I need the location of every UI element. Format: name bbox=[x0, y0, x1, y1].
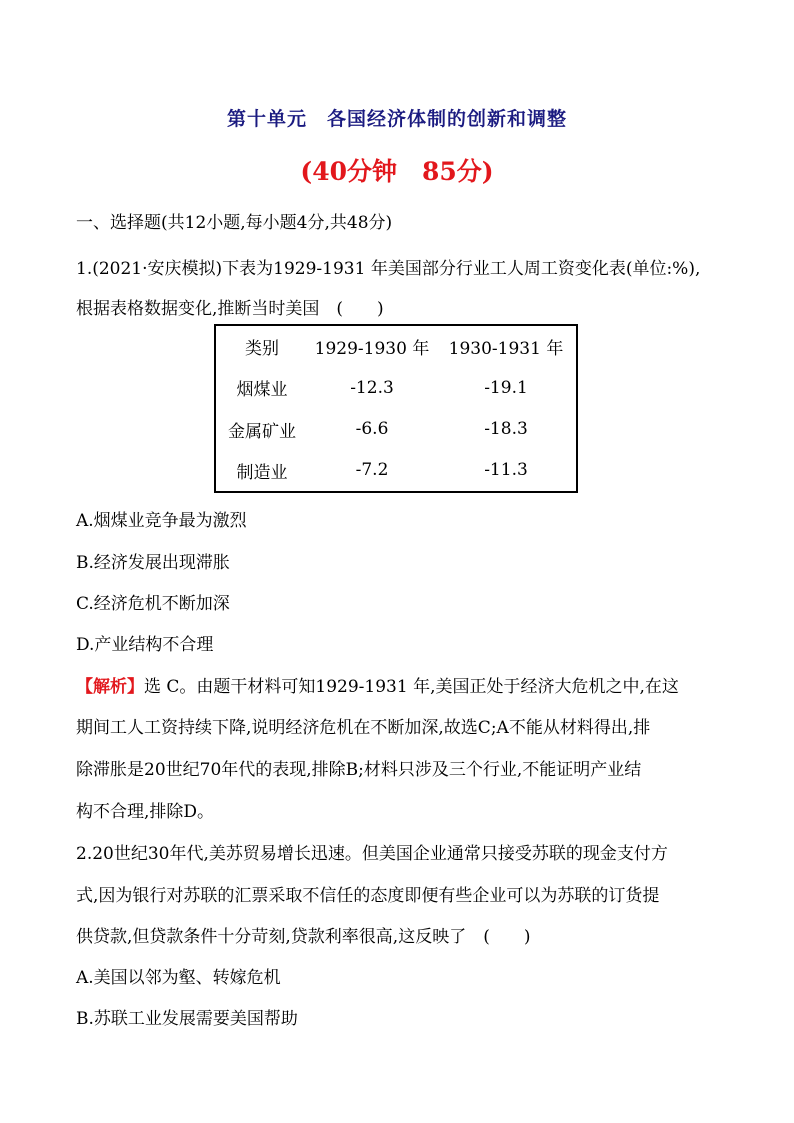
table-cell: -12.3 bbox=[350, 377, 394, 398]
table-cell: 金属矿业 bbox=[228, 421, 296, 442]
q1-option-d: D.产业结构不合理 bbox=[76, 635, 214, 655]
q1-stem-line-2: 根据表格数据变化,推断当时美国 ( ) bbox=[76, 299, 384, 319]
table-row bbox=[215, 367, 577, 408]
q2-stem-line-1: 2.20世纪30年代,美苏贸易增长迅速。但美国企业通常只接受苏联的现金支付方 bbox=[76, 844, 668, 864]
q2-stem-line-2: 式,因为银行对苏联的汇票采取不信任的态度即便有些企业可以为苏联的订货提 bbox=[76, 886, 660, 906]
q1-analysis-line-4: 构不合理,排除D。 bbox=[76, 802, 215, 822]
table-header-row bbox=[215, 325, 577, 367]
table-cell: -11.3 bbox=[484, 460, 528, 481]
table-header-cell: 1929-1930 年 bbox=[314, 339, 430, 360]
table-cell: -7.2 bbox=[355, 460, 389, 481]
wage-change-table bbox=[214, 324, 578, 493]
unit-title: 第十单元 各国经济体制的创新和调整 bbox=[226, 108, 567, 130]
q1-option-c: C.经济危机不断加深 bbox=[76, 594, 230, 614]
table-cell: 烟煤业 bbox=[236, 380, 288, 401]
table-row bbox=[215, 408, 577, 449]
section-heading: 一、选择题(共12小题,每小题4分,共48分) bbox=[76, 213, 393, 233]
table-cell: -19.1 bbox=[484, 377, 528, 398]
q1-analysis-line-1 bbox=[76, 672, 679, 697]
q2-option-b: B.苏联工业发展需要美国帮助 bbox=[76, 1009, 298, 1029]
time-score-subtitle: (40分钟 85分) bbox=[300, 157, 494, 186]
q1-option-a: A.烟煤业竞争最为激烈 bbox=[76, 511, 247, 531]
table-cell: -6.6 bbox=[355, 419, 389, 440]
analysis-text: 选 C。由题干材料可知1929-1931 年,美国正处于经济大危机之中,在这 bbox=[144, 677, 679, 697]
analysis-tag: 【解析】 bbox=[76, 677, 144, 697]
table-row bbox=[215, 450, 577, 492]
table-cell: -18.3 bbox=[484, 419, 528, 440]
q1-analysis-line-3: 除滞胀是20世纪70年代的表现,排除B;材料只涉及三个行业,不能证明产业结 bbox=[76, 760, 642, 780]
q1-stem-line-1: 1.(2021·安庆模拟)下表为1929-1931 年美国部分行业工人周工资变化表(单位:%), bbox=[76, 259, 701, 279]
q2-stem-line-3: 供贷款,但贷款条件十分苛刻,贷款利率很高,这反映了 ( ) bbox=[76, 927, 531, 947]
q1-analysis-line-2: 期间工人工资持续下降,说明经济危机在不断加深,故选C;A不能从材料得出,排 bbox=[76, 718, 651, 738]
table-header-cell: 类别 bbox=[245, 339, 279, 360]
table-header-cell: 1930-1931 年 bbox=[448, 339, 564, 360]
q1-option-b: B.经济发展出现滞胀 bbox=[76, 553, 230, 573]
table-cell: 制造业 bbox=[236, 462, 288, 483]
q2-option-a: A.美国以邻为壑、转嫁危机 bbox=[76, 968, 281, 988]
